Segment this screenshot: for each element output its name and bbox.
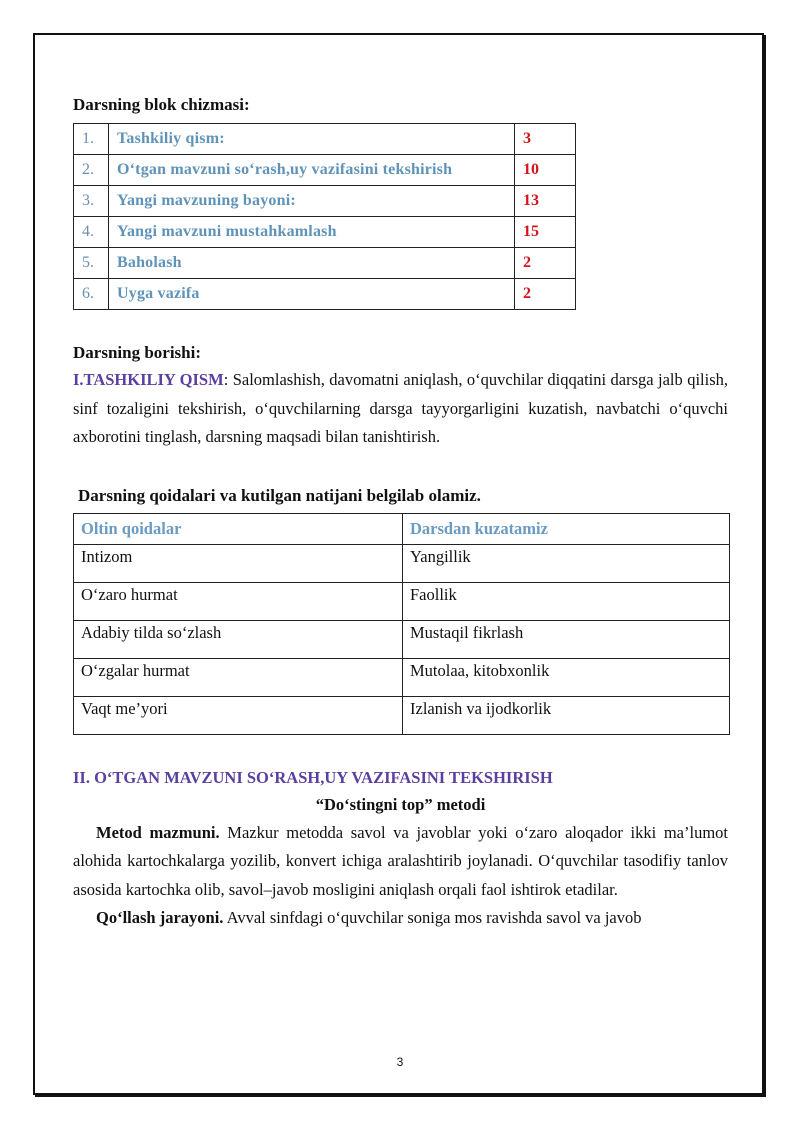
rule-cell: O‘zgalar hurmat (74, 658, 403, 696)
method-title: “Do‘stingni top” metodi (315, 794, 486, 814)
method-label: Metod mazmuni. (96, 822, 220, 842)
plan-cell-num: 5. (74, 248, 109, 279)
plan-cell-num: 4. (74, 217, 109, 248)
rules-row (74, 620, 730, 658)
section2-title: II. O‘TGAN MAVZUNI SO‘RASH,UY VAZIFASINI TEKSHIRISH (73, 767, 553, 787)
rules-title: Darsning qoidalari va kutilgan natijani belgilab olamiz. (78, 485, 481, 505)
plan-row (74, 279, 576, 310)
rules-row (74, 658, 730, 696)
observation-cell: Mutolaa, kitobxonlik (403, 658, 730, 696)
plan-cell-minutes: 2 (515, 248, 576, 279)
plan-title: Darsning blok chizmasi: (73, 95, 250, 114)
plan-cell-activity: Tashkiliy qism: (109, 124, 515, 155)
rules-table (73, 513, 730, 735)
observation-cell: Mustaqil fikrlash (403, 620, 730, 658)
section1-text: : Salomlashish, davomatni aniqlash, o‘quvchilar diqqatini darsga jalb qilish, sinf tozaligini tekshirish, o‘quvchilarning darsga tayyorgarligini kuzatish, navbatchi o‘quvchi axborotini tinglash, darsning maqsadi bilan tanishtirish. (73, 370, 728, 446)
plan-cell-activity: Yangi mavzuning bayoni: (109, 186, 515, 217)
plan-cell-minutes: 15 (515, 217, 576, 248)
observation-cell: Faollik (403, 582, 730, 620)
plan-cell-activity: Uyga vazifa (109, 279, 515, 310)
plan-cell-minutes: 13 (515, 186, 576, 217)
application-text: Avval sinfdagi o‘quvchilar soniga mos ravishda savol va javob (223, 908, 642, 927)
plan-cell-activity: O‘tgan mavzuni so‘rash,uy vazifasini tekshirish (109, 155, 515, 186)
plan-cell-activity: Yangi mavzuni mustahkamlash (109, 217, 515, 248)
method-text: Mazkur metodda savol va javoblar yoki o‘zaro aloqador ikki ma’lumot alohida kartochkalarga yozilib, konvert ichiga aralashtirib joylanadi. O‘quvchilar tasodifiy tanlov asosida kartochka olib, savol–javob mosligini aniqlash orqali faol ishtirok etadilar. (73, 822, 728, 899)
plan-cell-num: 2. (74, 155, 109, 186)
rule-cell: Adabiy tilda so‘zlash (74, 620, 403, 658)
plan-cell-minutes: 2 (515, 279, 576, 310)
observation-cell: Yangillik (403, 544, 730, 582)
lesson-plan-table (73, 123, 576, 310)
plan-cell-num: 3. (74, 186, 109, 217)
plan-row (74, 248, 576, 279)
plan-cell-activity: Baholash (109, 248, 515, 279)
rule-cell: O‘zaro hurmat (74, 582, 403, 620)
application-label: Qo‘llash jarayoni. (96, 908, 224, 927)
progress-title: Darsning borishi: (73, 343, 201, 362)
plan-row (74, 186, 576, 217)
rules-header-2: Darsdan kuzatamiz (403, 513, 730, 544)
method-paragraph (73, 819, 728, 905)
section1-paragraph (73, 366, 728, 452)
rule-cell: Vaqt me’yori (74, 696, 403, 734)
plan-row (74, 217, 576, 248)
section1-label: I.TASHKILIY QISM (73, 370, 224, 389)
plan-cell-minutes: 10 (515, 155, 576, 186)
rule-cell: Intizom (74, 544, 403, 582)
plan-row (74, 155, 576, 186)
page-content (73, 92, 728, 933)
plan-cell-num: 1. (74, 124, 109, 155)
rules-header-1: Oltin qoidalar (74, 513, 403, 544)
application-paragraph (73, 904, 728, 933)
rules-row (74, 544, 730, 582)
observation-cell: Izlanish va ijodkorlik (403, 696, 730, 734)
plan-row (74, 124, 576, 155)
page-number: 3 (396, 1055, 404, 1069)
rules-header-row (74, 513, 730, 544)
rules-row (74, 696, 730, 734)
plan-cell-minutes: 3 (515, 124, 576, 155)
plan-cell-num: 6. (74, 279, 109, 310)
rules-row (74, 582, 730, 620)
